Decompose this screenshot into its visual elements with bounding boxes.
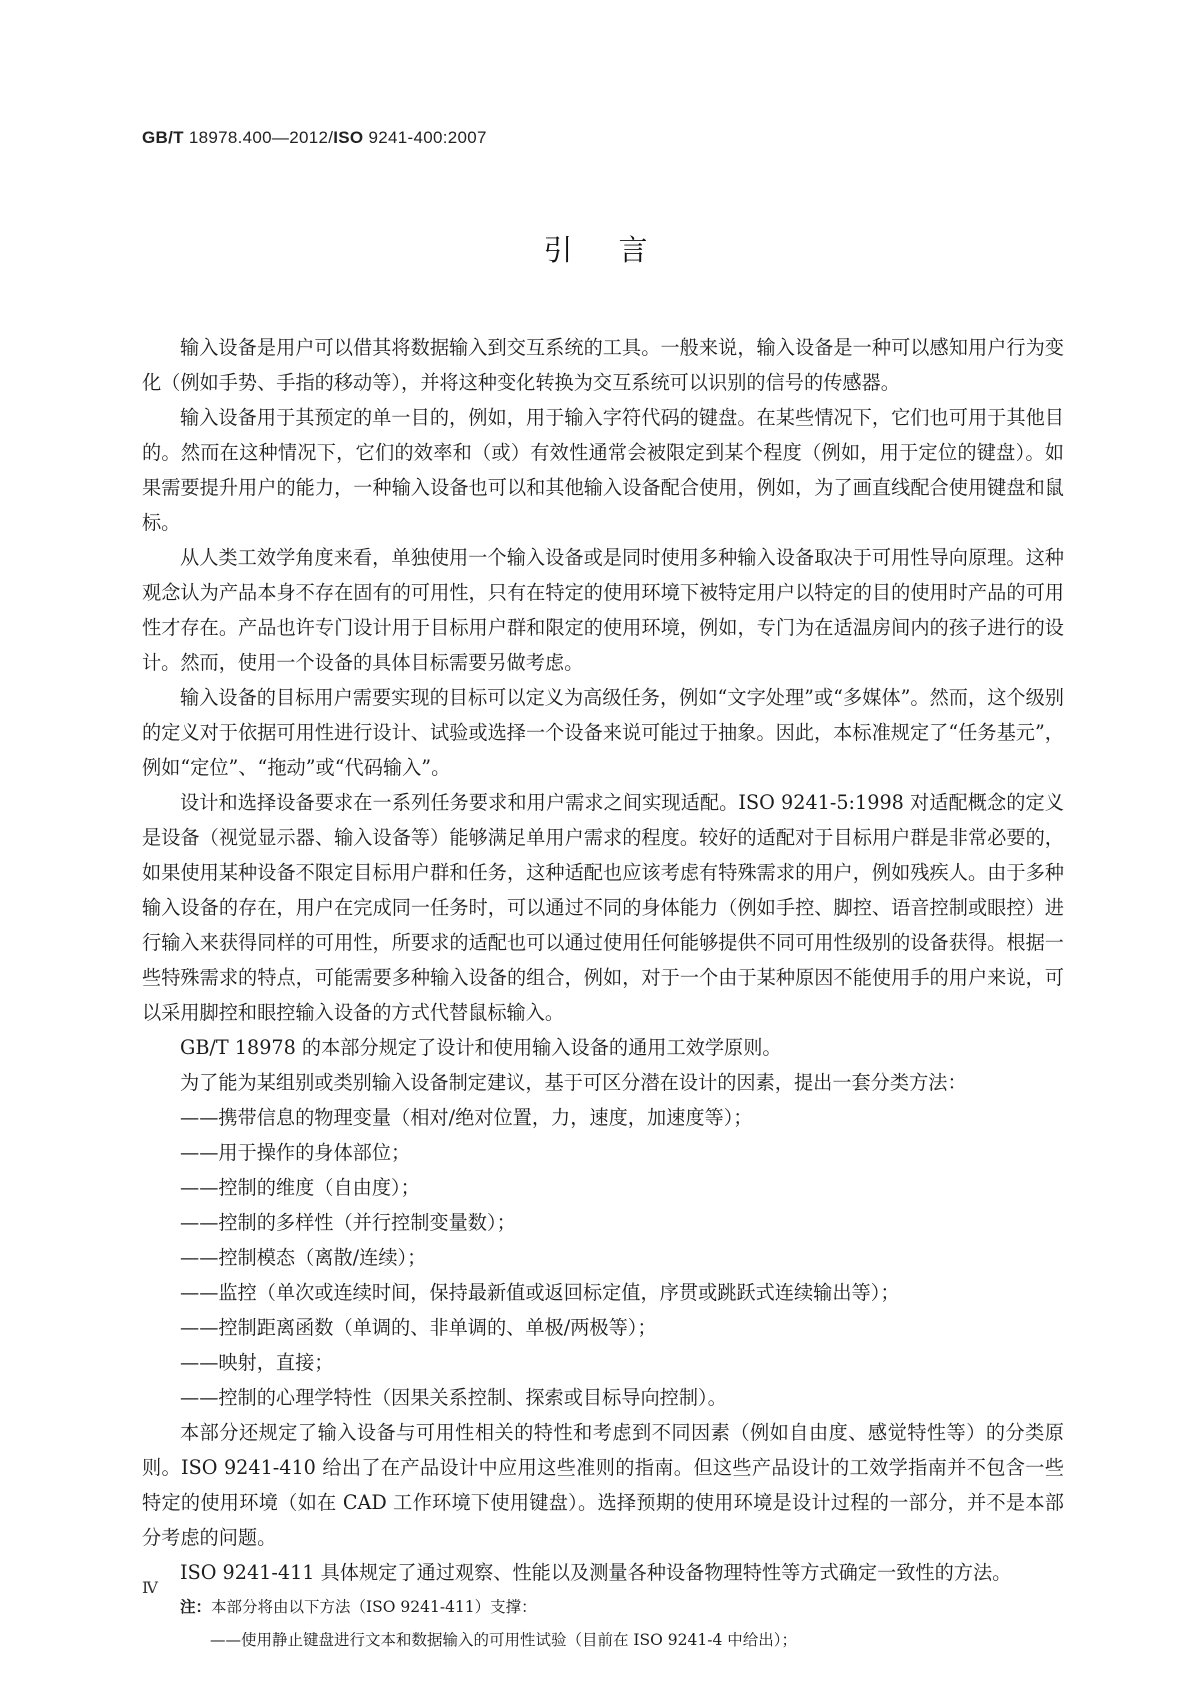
list-item: ——控制的多样性（并行控制变量数）； bbox=[180, 1211, 516, 1234]
paragraph: 输入设备是用户可以借其将数据输入到交互系统的工具。一般来说，输入设备是一种可以感知用户行为变化（例如手势、手指的移动等），并将这种变化转换为交互系统可以识别的信号的传感器。 bbox=[142, 336, 1064, 394]
paragraph: 为了能为某组别或类别输入设备制定建议，基于可区分潜在设计的因素，提出一套分类方法： bbox=[180, 1071, 967, 1094]
note-list-item: ——使用静止键盘进行文本和数据输入的可用性试验（目前在 ISO 9241-4 中给出）； bbox=[210, 1631, 798, 1649]
body-content bbox=[142, 330, 1064, 1657]
paragraph: 从人类工效学角度来看，单独使用一个输入设备或是同时使用多种输入设备取决于可用性导向原理。这种观念认为产品本身不存在固有的可用性，只有在特定的使用环境下被特定用户以特定的目的使用时产品的可用性才存在。产品也许专门设计用于目标用户群和限定的使用环境，例如，专门为在适温房间内的孩子进行的设计。然而，使用一个设备的具体目标需要另做考虑。 bbox=[142, 546, 1064, 674]
iso-code: 9241-400:2007 bbox=[368, 128, 487, 147]
list-item: ——控制的心理学特性（因果关系控制、探索或目标导向控制）。 bbox=[180, 1386, 727, 1409]
paragraph: 本部分还规定了输入设备与可用性相关的特性和考虑到不同因素（例如自由度、感觉特性等）的分类原则。ISO 9241-410 给出了在产品设计中应用这些准则的指南。但这些产品设计的工效学指南并不包含一些特定的使用环境（如在 CAD 工作环境下使用键盘）。选择预期的使用环境是设计过程的一部分，并不是本部分考虑的问题。 bbox=[142, 1421, 1064, 1549]
paragraph: 输入设备的目标用户需要实现的目标可以定义为高级任务，例如“文字处理”或“多媒体”。然而，这个级别的定义对于依据可用性进行设计、试验或选择一个设备来说可能过于抽象。因此，本标准规定了“任务基元”，例如“定位”、“拖动”或“代码输入”。 bbox=[142, 686, 1064, 779]
page-title: 引言 bbox=[543, 233, 694, 267]
list-item: ——映射，直接； bbox=[180, 1351, 334, 1374]
note-label: 注： bbox=[180, 1597, 212, 1616]
paragraph: ISO 9241-411 具体规定了通过观察、性能以及测量各种设备物理特性等方式确定一致性的方法。 bbox=[180, 1561, 1012, 1584]
list-item: ——控制模态（离散/连续）； bbox=[180, 1246, 427, 1269]
list-item: ——控制距离函数（单调的、非单调的、单极/两极等）； bbox=[180, 1316, 657, 1339]
list-item: ——用于操作的身体部位； bbox=[180, 1141, 411, 1164]
standard-prefix: GB/T bbox=[142, 128, 184, 147]
note-text: 本部分将由以下方法（ISO 9241-411）支撑： bbox=[211, 1598, 537, 1616]
iso-prefix: ISO bbox=[333, 128, 364, 147]
paragraph: 设计和选择设备要求在一系列任务要求和用户需求之间实现适配。ISO 9241-5:1998 对适配概念的定义是设备（视觉显示器、输入设备等）能够满足单用户需求的程度。较好的适配对于目标用户群是非常必要的，如果使用某种设备不限定目标用户群和任务，这种适配也应该考虑有特殊需求的用户，例如残疾人。由于多种输入设备的存在，用户在完成同一任务时，可以通过不同的身体能力（例如手控、脚控、语音控制或眼控）进行输入来获得同样的可用性，所要求的适配也可以通过使用任何能够提供不同可用性级别的设备获得。根据一些特殊需求的特点，可能需要多种输入设备的组合，例如，对于一个由于某种原因不能使用手的用户来说，可以采用脚控和眼控输入设备的方式代替鼠标输入。 bbox=[142, 791, 1064, 1024]
paragraph: 输入设备用于其预定的单一目的，例如，用于输入字符代码的键盘。在某些情况下，它们也可用于其他目的。然而在这种情况下，它们的效率和（或）有效性通常会被限定到某个程度（例如，用于定位的键盘）。如果需要提升用户的能力，一种输入设备也可以和其他输入设备配合使用，例如，为了画直线配合使用键盘和鼠标。 bbox=[142, 406, 1064, 534]
standard-code: 18978.400—2012/ bbox=[188, 128, 334, 147]
note bbox=[142, 1590, 1064, 1624]
list-item: ——监控（单次或连续时间，保持最新值或返回标定值，序贯或跳跃式连续输出等）； bbox=[180, 1281, 900, 1304]
page-number: Ⅳ bbox=[142, 1578, 158, 1597]
list-item: ——控制的维度（自由度）； bbox=[180, 1176, 420, 1199]
document-header bbox=[142, 128, 487, 148]
list-item: ——携带信息的物理变量（相对/绝对位置，力，速度，加速度等）； bbox=[180, 1106, 753, 1129]
paragraph: GB/T 18978 的本部分规定了设计和使用输入设备的通用工效学原则。 bbox=[180, 1036, 782, 1059]
